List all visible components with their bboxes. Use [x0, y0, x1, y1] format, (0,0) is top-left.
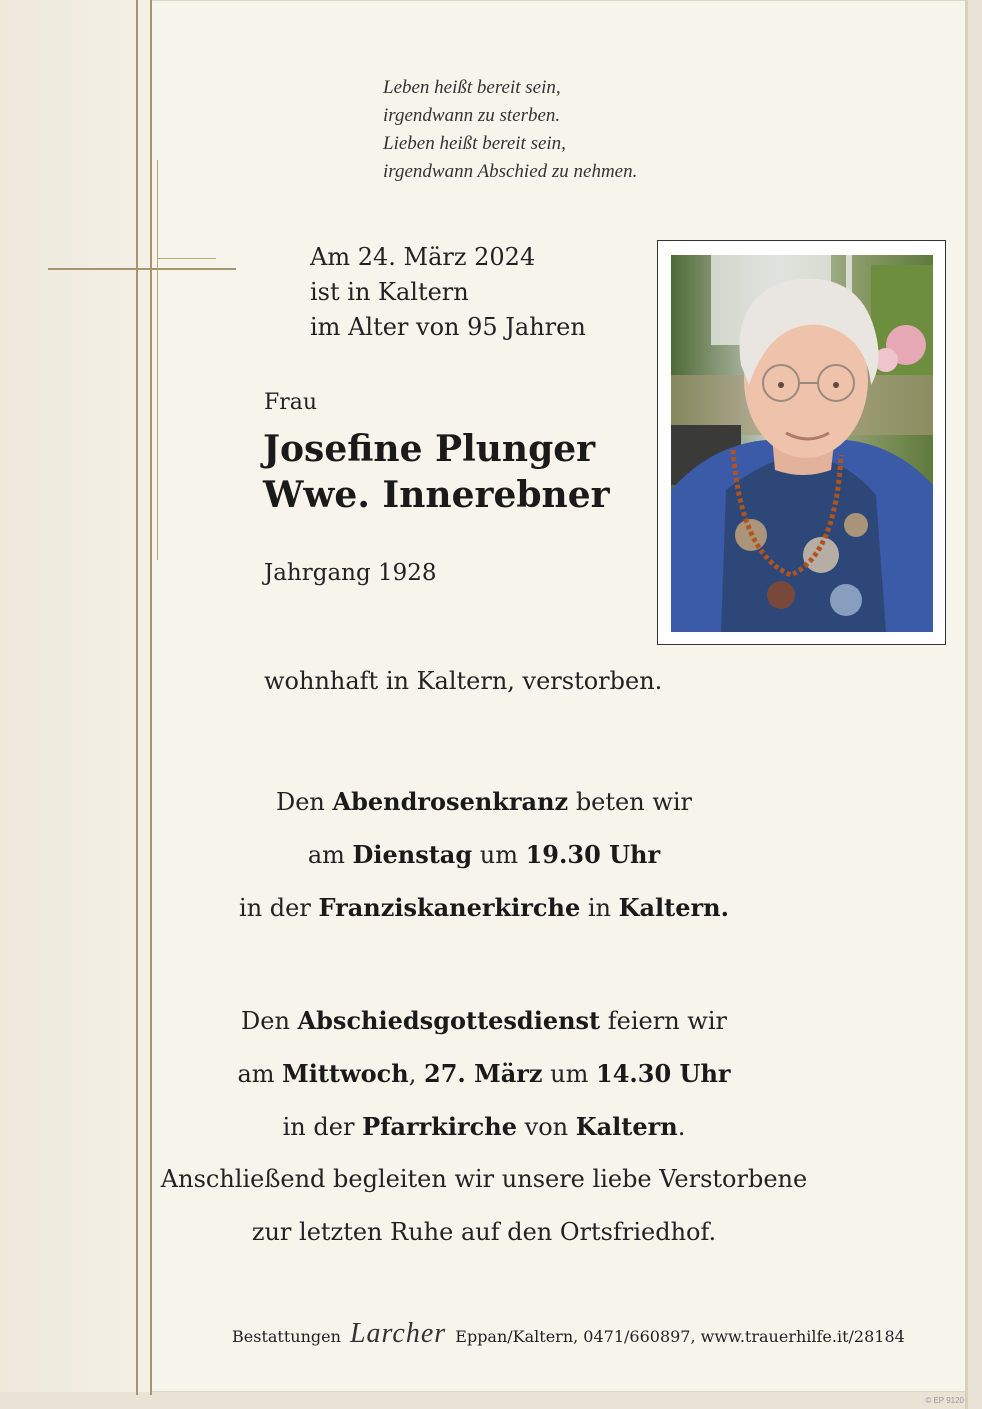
portrait-frame — [657, 240, 946, 645]
deceased-name — [263, 426, 643, 518]
name-prefix: Frau — [264, 390, 318, 415]
text: in — [580, 894, 619, 922]
text-bold: Franziskanerkirche — [318, 893, 581, 922]
service-line: zur letzten Ruhe auf den Ortsfriedhof. — [251, 1218, 717, 1246]
text-bold: 19.30 Uhr — [525, 840, 661, 869]
text-bold: Abendrosenkranz — [332, 787, 569, 816]
name-line: Wwe. Innerebner — [263, 474, 610, 516]
rosary-line — [0, 828, 968, 881]
funeral-home-logo: Larcher — [349, 1318, 447, 1349]
intro-line: Am 24. März 2024 — [310, 243, 536, 271]
poem-line: Leben heißt bereit sein, — [383, 77, 561, 98]
text-bold: Mittwoch — [282, 1059, 409, 1088]
text-bold: Abschiedsgottesdienst — [297, 1006, 601, 1035]
poem-line: irgendwann Abschied zu nehmen. — [383, 161, 638, 182]
intro-line: ist in Kaltern — [310, 278, 469, 306]
funeral-home-footer — [232, 1318, 932, 1350]
service-line — [0, 1047, 968, 1100]
cross-horizontal-line — [48, 268, 236, 270]
text-bold: 14.30 Uhr — [596, 1059, 731, 1088]
text: am — [237, 1060, 283, 1088]
intro-line: im Alter von 95 Jahren — [310, 313, 586, 341]
text: am — [307, 841, 353, 869]
page-edge — [965, 0, 968, 1409]
service-line: Anschließend begleiten wir unsere liebe Verstorbene — [160, 1165, 808, 1193]
cross-vertical-line — [157, 160, 158, 560]
text: Den — [275, 788, 333, 816]
poem — [383, 74, 743, 186]
text: in der — [282, 1113, 363, 1141]
portrait-photo — [671, 255, 933, 632]
service-line — [0, 1100, 968, 1153]
text-bold: Kaltern. — [618, 893, 729, 922]
text: um — [542, 1060, 596, 1088]
rosary-line — [0, 881, 968, 934]
text: um — [472, 841, 526, 869]
footer-prefix: Bestattungen — [232, 1327, 341, 1346]
text: . — [677, 1113, 686, 1141]
text-bold: Kaltern — [575, 1112, 678, 1141]
birth-year: Jahrgang 1928 — [264, 560, 437, 586]
text: feiern wir — [600, 1007, 727, 1035]
funeral-service-announcement — [0, 994, 968, 1259]
text: , — [408, 1060, 425, 1088]
text: in der — [239, 894, 319, 922]
name-line: Josefine Plunger — [263, 428, 596, 470]
text-bold: Pfarrkirche — [362, 1112, 517, 1141]
cross-horizontal-line — [158, 258, 216, 259]
poem-line: Lieben heißt bereit sein, — [383, 133, 566, 154]
text-bold: Dienstag — [352, 840, 473, 869]
rosary-line — [0, 775, 968, 828]
print-code: © EP 9120 — [925, 1396, 964, 1405]
service-line — [0, 994, 968, 1047]
text: Den — [241, 1007, 298, 1035]
text-bold: 27. März — [424, 1059, 543, 1088]
text: von — [517, 1113, 576, 1141]
poem-line: irgendwann zu sterben. — [383, 105, 561, 126]
portrait-illustration — [671, 255, 933, 632]
text: beten wir — [568, 788, 693, 816]
death-notice-intro — [310, 240, 640, 345]
residence-line: wohnhaft in Kaltern, verstorben. — [264, 667, 663, 695]
footer-contact: Eppan/Kaltern, 0471/660897, www.trauerhilfe.it/28184 — [455, 1327, 905, 1346]
rosary-announcement — [0, 775, 968, 934]
